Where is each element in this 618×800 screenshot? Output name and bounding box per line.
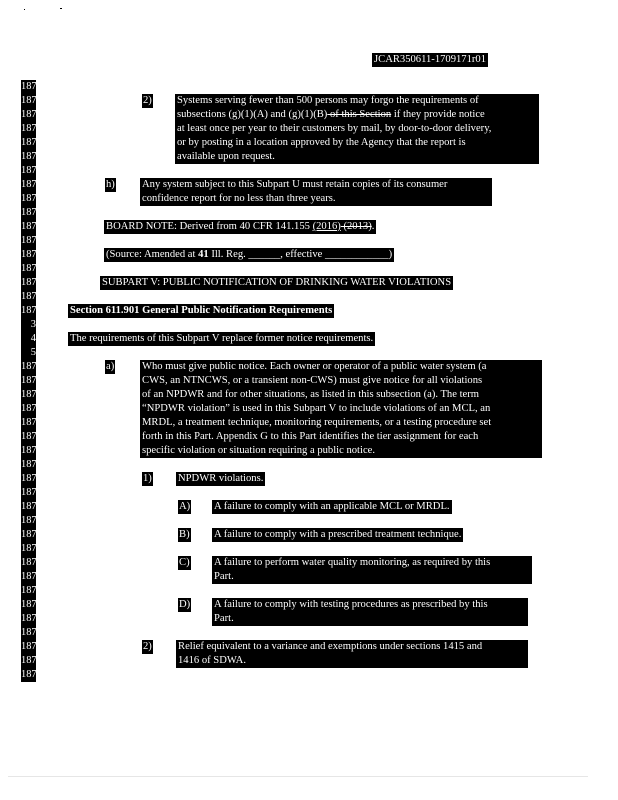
item-a-label: A)	[179, 501, 191, 512]
line-number: 18788	[21, 669, 47, 680]
para-2-text	[175, 94, 539, 164]
deleted-text: of this Section	[327, 109, 392, 120]
para-a-line: MRDL, a treatment technique, monitoring requirements, or a testing procedure set	[142, 417, 492, 428]
subpart-title: SUBPART V: PUBLIC NOTIFICATION OF DRINKING WATER VIOLATIONS	[102, 277, 452, 288]
item-c-line-2: Part.	[214, 571, 234, 582]
line-number: 18757	[21, 235, 47, 246]
line-number: 18774	[21, 473, 47, 484]
item-c-line-1: A failure to perform water quality monitoring, as required by this	[214, 557, 491, 568]
line-number: 18759	[21, 263, 47, 274]
line-number: 18767	[21, 375, 47, 386]
line-number: 18781	[21, 571, 47, 582]
line-number: 18786	[21, 641, 47, 652]
para-a-line: CWS, an NTNCWS, or a transient non-CWS) must give notice for all violations	[142, 375, 483, 386]
line-number: 18760	[21, 277, 47, 288]
line-number: 18770	[21, 417, 47, 428]
line-number: 18762	[21, 305, 47, 316]
item-b-label: B)	[179, 529, 190, 540]
line-number: 18784	[21, 613, 47, 624]
line-number: 18775	[21, 487, 47, 498]
line-number: 18771	[21, 431, 47, 442]
item-1-text: NPDWR violations.	[178, 473, 264, 484]
item-2-text	[176, 640, 528, 668]
line-number: 18749	[21, 123, 47, 134]
line-number: 18758	[21, 249, 47, 260]
line-number: 18777	[21, 515, 47, 526]
para-a-text	[140, 360, 542, 458]
para-a-line: “NPDWR violation” is used in this Subpart V to include violations of an MCL, an	[142, 403, 491, 414]
line-number: 18783	[21, 599, 47, 610]
item-2-line-1: Relief equivalent to a variance and exemptions under sections 1415 and	[178, 641, 483, 652]
item-2-label: 2)	[143, 641, 152, 652]
line-number: 18773	[21, 459, 47, 470]
line-number: 18748	[21, 109, 47, 120]
item-d-text	[212, 598, 528, 626]
para-h-text	[140, 178, 492, 206]
footer-rule	[8, 776, 588, 777]
line-number: 18746	[21, 81, 47, 92]
line-number: 18778	[21, 529, 47, 540]
item-c-label: C)	[179, 557, 190, 568]
para-2-line-4: or by posting in a location approved by the Agency that the report is	[177, 137, 466, 148]
document-id: JCAR350611-1709171r01	[374, 54, 487, 65]
scan-mark	[60, 8, 62, 9]
para-a-label: a)	[106, 361, 115, 372]
item-a-text: A failure to comply with an applicable MCL or MRDL.	[214, 501, 450, 512]
line-number: 18747	[21, 95, 47, 106]
para-a-line: Who must give public notice. Each owner or operator of a public water system (a	[142, 361, 487, 372]
line-number: 18761	[21, 291, 47, 302]
item-d-line-2: Part.	[214, 613, 234, 624]
para-a-line: specific violation or situation requiring a public notice.	[142, 445, 376, 456]
line-number: 3	[30, 319, 36, 330]
line-number: 18756	[21, 221, 47, 232]
line-number: 18753	[21, 179, 47, 190]
para-2-label: 2)	[143, 95, 152, 106]
line-number: 18782	[21, 585, 47, 596]
para-a-line: forth in this Part. Appendix G to this Part identifies the tier assignment for each	[142, 431, 479, 442]
line-number: 18766	[21, 361, 47, 372]
line-number: 18776	[21, 501, 47, 512]
item-1-label: 1)	[143, 473, 152, 484]
para-h-label: h)	[106, 179, 115, 190]
para-h-line-2: confidence report for no less than three years.	[142, 193, 336, 204]
line-number: 18755	[21, 207, 47, 218]
para-2-line-3: at least once per year to their customers by mail, by door-to-door delivery,	[177, 123, 492, 134]
section-heading: Section 611.901 General Public Notification Requirements	[70, 305, 333, 316]
line-number: 18779	[21, 543, 47, 554]
line-number: 18772	[21, 445, 47, 456]
item-c-text	[212, 556, 532, 584]
scan-mark	[24, 9, 25, 10]
item-d-label: D)	[179, 599, 191, 610]
intro-paragraph: The requirements of this Subpart V replace former notice requirements.	[70, 333, 374, 344]
para-h-line-1: Any system subject to this Subpart U must retain copies of its consumer	[142, 179, 448, 190]
line-number: 18769	[21, 403, 47, 414]
line-number: 18768	[21, 389, 47, 400]
deleted-text: (2013)	[340, 221, 372, 232]
inserted-text: (2016)	[312, 221, 341, 232]
board-note: BOARD NOTE: Derived from 40 CFR 141.155 (2016) (2013).	[106, 221, 375, 232]
para-2-line-2: subsections (g)(1)(A) and (g)(1)(B) of this Section if they provide notice	[177, 109, 485, 120]
line-number: 18754	[21, 193, 47, 204]
source-note: (Source: Amended at 41 Ill. Reg. ______, effective ____________)	[106, 249, 393, 260]
line-number-gutter	[21, 80, 47, 682]
para-a-line: of an NPDWR and for other situations, as listed in this subsection (a). The term	[142, 389, 479, 400]
item-2-line-2: 1416 of SDWA.	[178, 655, 246, 666]
item-d-line-1: A failure to comply with testing procedures as prescribed by this	[214, 599, 488, 610]
para-2-line-5: available upon request.	[177, 151, 275, 162]
item-b-text: A failure to comply with a prescribed treatment technique.	[214, 529, 462, 540]
line-number: 5	[30, 347, 36, 358]
line-number: 18785	[21, 627, 47, 638]
para-2-line-1: Systems serving fewer than 500 persons may forgo the requirements of	[177, 95, 479, 106]
line-number: 18752	[21, 165, 47, 176]
line-number: 18750	[21, 137, 47, 148]
line-number: 18751	[21, 151, 47, 162]
line-number: 18787	[21, 655, 47, 666]
line-number: 18780	[21, 557, 47, 568]
line-number: 4	[30, 333, 36, 344]
